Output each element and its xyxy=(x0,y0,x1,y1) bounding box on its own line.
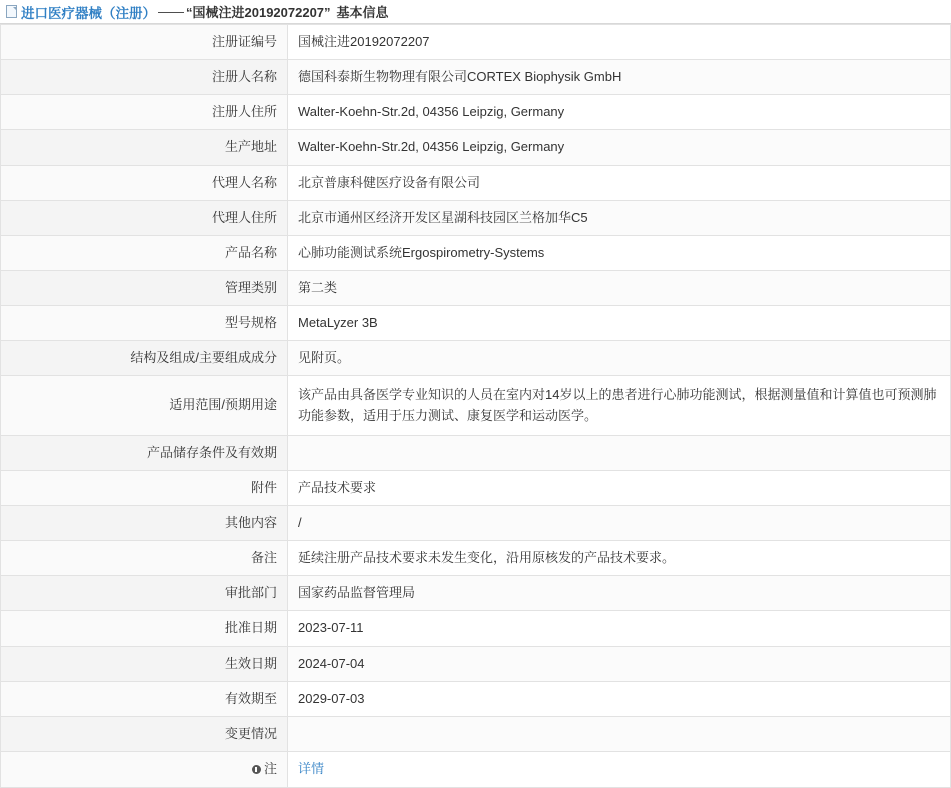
row-value: 心肺功能测试系统Ergospirometry-Systems xyxy=(288,235,951,270)
row-value: 北京市通州区经济开发区星湖科技园区兰格加华C5 xyxy=(288,200,951,235)
row-label: 注册证编号 xyxy=(1,25,288,60)
row-label: 结构及组成/主要组成成分 xyxy=(1,341,288,376)
table-row xyxy=(1,611,951,646)
row-label: 注册人名称 xyxy=(1,60,288,95)
row-value: / xyxy=(288,505,951,540)
row-label: 批准日期 xyxy=(1,611,288,646)
table-row xyxy=(1,576,951,611)
header-section-title: 基本信息 xyxy=(336,5,389,20)
row-label: 注册人住所 xyxy=(1,95,288,130)
row-label: 其他内容 xyxy=(1,505,288,540)
row-value: 产品技术要求 xyxy=(288,470,951,505)
row-label: 管理类别 xyxy=(1,270,288,305)
row-value: 北京普康科健医疗设备有限公司 xyxy=(288,165,951,200)
row-value: MetaLyzer 3B xyxy=(288,306,951,341)
row-value: 第二类 xyxy=(288,270,951,305)
row-label: 生效日期 xyxy=(1,646,288,681)
table-row xyxy=(1,646,951,681)
row-value: 2029-07-03 xyxy=(288,681,951,716)
header-registration-number: “国械注进20192072207” xyxy=(186,5,331,20)
table-row xyxy=(1,435,951,470)
page-header xyxy=(0,0,951,24)
detail-link[interactable]: 详情 xyxy=(298,761,325,777)
row-value: 见附页。 xyxy=(288,341,951,376)
table-row xyxy=(1,95,951,130)
row-value: 该产品由具备医学专业知识的人员在室内对14岁以上的患者进行心肺功能测试，根据测量值和计算值也可预测肺功能参数，适用于压力测试、康复医学和运动医学。 xyxy=(288,376,951,435)
row-value: Walter-Koehn-Str.2d, 04356 Leipzig, Germany xyxy=(288,95,951,130)
table-row xyxy=(1,341,951,376)
table-row xyxy=(1,505,951,540)
row-value: 国家药品监督管理局 xyxy=(288,576,951,611)
row-value: 德国科泰斯生物物理有限公司CORTEX Biophysik GmbH xyxy=(288,60,951,95)
row-value: 延续注册产品技术要求未发生变化，沿用原核发的产品技术要求。 xyxy=(288,541,951,576)
row-value: 国械注进20192072207 xyxy=(288,25,951,60)
row-label: 代理人名称 xyxy=(1,165,288,200)
row-label: 有效期至 xyxy=(1,681,288,716)
table-row xyxy=(1,541,951,576)
row-value xyxy=(288,435,951,470)
note-value-cell xyxy=(288,751,951,787)
table-row xyxy=(1,25,951,60)
row-value: 2023-07-11 xyxy=(288,611,951,646)
row-label: 产品名称 xyxy=(1,235,288,270)
header-category: 进口医疗器械（注册） xyxy=(21,5,156,21)
row-label: 审批部门 xyxy=(1,576,288,611)
table-row xyxy=(1,130,951,165)
table-row xyxy=(1,270,951,305)
row-value xyxy=(288,716,951,751)
row-label: 生产地址 xyxy=(1,130,288,165)
row-label: 型号规格 xyxy=(1,306,288,341)
row-label: 产品储存条件及有效期 xyxy=(1,435,288,470)
row-label: 变更情况 xyxy=(1,716,288,751)
registration-info-table xyxy=(0,24,951,788)
table-row-note xyxy=(1,751,951,787)
note-label-cell xyxy=(1,751,288,787)
table-row xyxy=(1,470,951,505)
header-dash: —— xyxy=(158,4,184,19)
table-row xyxy=(1,716,951,751)
row-label: 备注 xyxy=(1,541,288,576)
info-icon xyxy=(252,765,261,774)
table-body xyxy=(1,25,951,788)
row-value: Walter-Koehn-Str.2d, 04356 Leipzig, Germany xyxy=(288,130,951,165)
row-label: 适用范围/预期用途 xyxy=(1,376,288,435)
table-row xyxy=(1,165,951,200)
table-row xyxy=(1,60,951,95)
table-row xyxy=(1,306,951,341)
table-row xyxy=(1,681,951,716)
row-label: 代理人住所 xyxy=(1,200,288,235)
table-row xyxy=(1,200,951,235)
table-row xyxy=(1,376,951,435)
row-value: 2024-07-04 xyxy=(288,646,951,681)
row-label: 附件 xyxy=(1,470,288,505)
table-row xyxy=(1,235,951,270)
document-icon xyxy=(6,5,18,18)
note-label: 注 xyxy=(263,760,277,776)
